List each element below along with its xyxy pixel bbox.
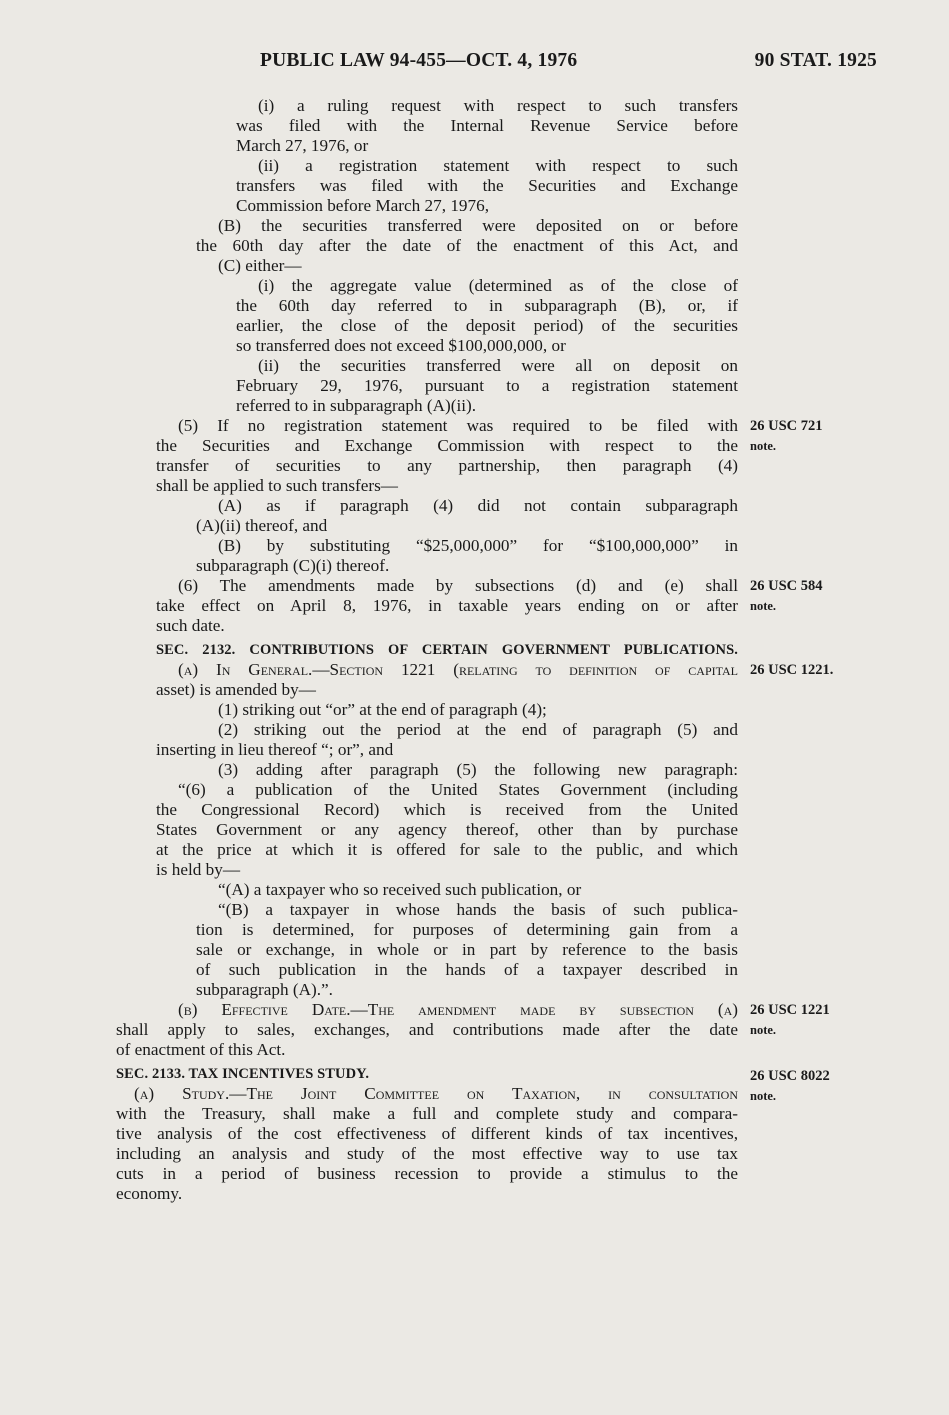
text-line: of enactment of this Act. bbox=[116, 1040, 286, 1059]
text-line: earlier, the close of the deposit period) of the securities bbox=[236, 316, 738, 335]
margin-note: note. bbox=[750, 439, 777, 453]
text-line: the Congressional Record) which is received from the United bbox=[156, 800, 738, 819]
text-line: (2) striking out the period at the end of paragraph (5) and bbox=[218, 720, 738, 739]
text-line: (B) by substituting “$25,000,000” for “$100,000,000” in bbox=[218, 536, 738, 555]
section-heading: SEC. 2132. CONTRIBUTIONS OF CERTAIN GOVERNMENT PUBLICATIONS. bbox=[156, 642, 738, 658]
text-line: shall be applied to such transfers— bbox=[156, 476, 398, 495]
margin-citation: 26 USC 1221. bbox=[750, 662, 834, 678]
text-line: “(B) a taxpayer in whose hands the basis of such publica- bbox=[218, 900, 738, 919]
text-line: economy. bbox=[116, 1184, 183, 1203]
text-line: February 29, 1976, pursuant to a registration statement bbox=[236, 376, 738, 395]
text-line: (a) In General.—Section 1221 (relating to definition of capital bbox=[178, 660, 738, 679]
text-line: shall apply to sales, exchanges, and contributions made after the date bbox=[116, 1020, 738, 1039]
text-line: transfer of securities to any partnership, then paragraph (4) bbox=[156, 456, 738, 475]
text-line: so transferred does not exceed $100,000,000, or bbox=[236, 336, 566, 355]
text-line: tion is determined, for purposes of determining gain from a bbox=[196, 920, 738, 939]
text-line: is held by— bbox=[156, 860, 241, 879]
text-line: subparagraph (A).”. bbox=[196, 980, 333, 999]
text-line: was filed with the Internal Revenue Service before bbox=[236, 116, 738, 135]
margin-citation: 26 USC 584 bbox=[750, 578, 823, 594]
text-line: March 27, 1976, or bbox=[236, 136, 369, 155]
text-line: (b) Effective Date.—The amendment made by subsection (a) bbox=[178, 1000, 738, 1019]
section-heading: SEC. 2133. TAX INCENTIVES STUDY. bbox=[116, 1066, 370, 1082]
margin-citation: 26 USC 721 bbox=[750, 418, 823, 434]
text-line: (A) as if paragraph (4) did not contain subparagraph bbox=[218, 496, 738, 515]
text-line: such date. bbox=[156, 616, 225, 635]
text-line: the 60th day referred to in subparagraph (B), or, if bbox=[236, 296, 738, 315]
text-line: (ii) the securities transferred were all on deposit on bbox=[258, 356, 738, 375]
margin-citation: 26 USC 8022 bbox=[750, 1068, 830, 1084]
text-line: (i) a ruling request with respect to such transfers bbox=[258, 96, 738, 115]
text-line: with the Treasury, shall make a full and complete study and compara- bbox=[116, 1104, 738, 1123]
margin-note: note. bbox=[750, 1023, 777, 1037]
text-line: (1) striking out “or” at the end of paragraph (4); bbox=[218, 700, 547, 719]
text-line: referred to in subparagraph (A)(ii). bbox=[236, 396, 477, 415]
text-line: (C) either— bbox=[218, 256, 302, 275]
text-line: (5) If no registration statement was required to be filed with bbox=[178, 416, 738, 435]
text-line: (A)(ii) thereof, and bbox=[196, 516, 328, 535]
text-line: (i) the aggregate value (determined as of the close of bbox=[258, 276, 738, 295]
text-line: asset) is amended by— bbox=[156, 680, 316, 699]
text-line: including an analysis and study of the most effective way to use tax bbox=[116, 1144, 738, 1163]
header-title: PUBLIC LAW 94-455—OCT. 4, 1976 bbox=[260, 50, 578, 71]
text-line: of such publication in the hands of a taxpayer described in bbox=[196, 960, 738, 979]
text-line: States Government or any agency thereof, other than by purchase bbox=[156, 820, 738, 839]
margin-note: note. bbox=[750, 599, 777, 613]
text-line: (ii) a registration statement with respect to such bbox=[258, 156, 738, 175]
text-line: (B) the securities transferred were deposited on or before bbox=[218, 216, 738, 235]
text-line: sale or exchange, in whole or in part by reference to the basis bbox=[196, 940, 738, 959]
text-line: cuts in a period of business recession to provide a stimulus to the bbox=[116, 1164, 738, 1183]
text-line: (6) The amendments made by subsections (d) and (e) shall bbox=[178, 576, 738, 595]
header-stat: 90 STAT. 1925 bbox=[754, 50, 877, 71]
text-line: inserting in lieu thereof “; or”, and bbox=[156, 740, 394, 759]
text-line: the 60th day after the date of the enactment of this Act, and bbox=[196, 236, 738, 255]
text-line: the Securities and Exchange Commission with respect to the bbox=[156, 436, 738, 455]
text-line: transfers was filed with the Securities and Exchange bbox=[236, 176, 738, 195]
text-line: tive analysis of the cost effectiveness of different kinds of tax incentives, bbox=[116, 1124, 738, 1143]
text-line: subparagraph (C)(i) thereof. bbox=[196, 556, 390, 575]
text-line: Commission before March 27, 1976, bbox=[236, 196, 490, 215]
text-line: “(A) a taxpayer who so received such publication, or bbox=[218, 880, 582, 899]
margin-note: note. bbox=[750, 1089, 777, 1103]
text-line: (a) Study.—The Joint Committee on Taxation, in consultation bbox=[134, 1084, 738, 1103]
text-line: (3) adding after paragraph (5) the following new paragraph: bbox=[218, 760, 738, 779]
text-line: “(6) a publication of the United States Government (including bbox=[178, 780, 738, 799]
text-line: at the price at which it is offered for sale to the public, and which bbox=[156, 840, 738, 859]
margin-citation: 26 USC 1221 bbox=[750, 1002, 830, 1018]
text-line: take effect on April 8, 1976, in taxable years ending on or after bbox=[156, 596, 738, 615]
